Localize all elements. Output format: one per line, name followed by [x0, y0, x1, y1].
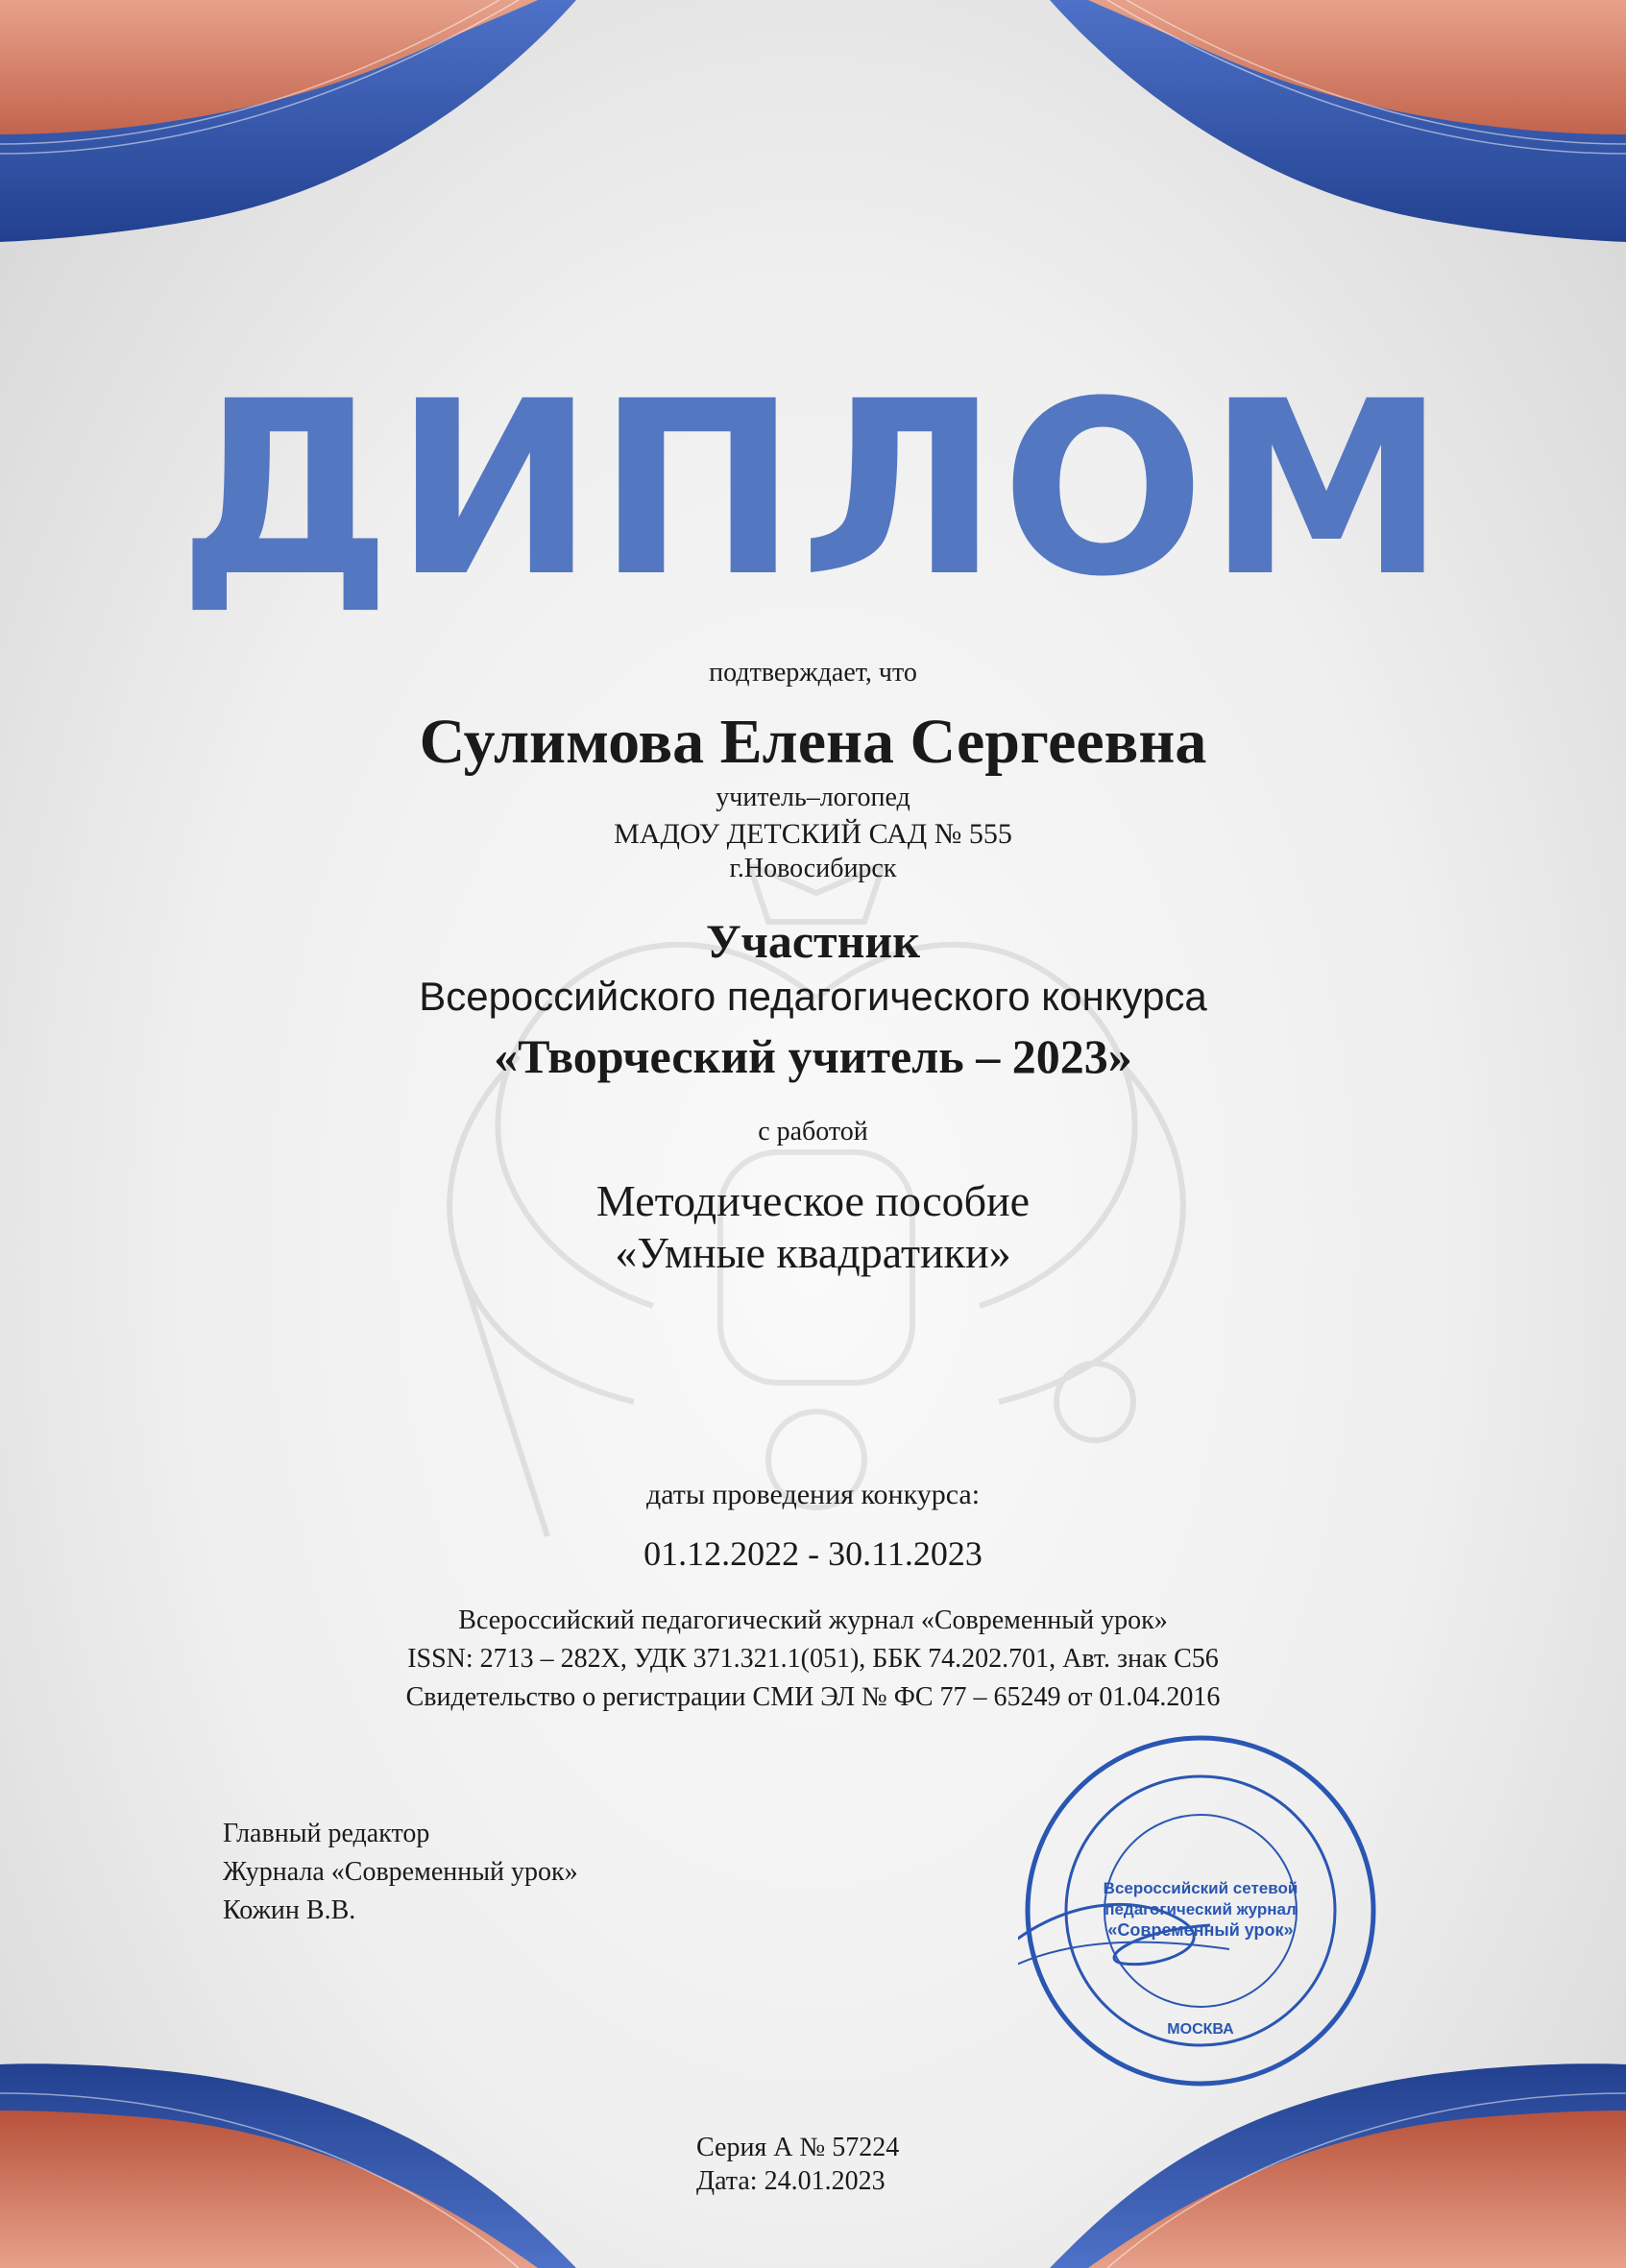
- journal-name: Всероссийский педагогический журнал «Современный урок»: [458, 1605, 1168, 1635]
- stamp-line1: Всероссийский сетевой: [1103, 1879, 1298, 1897]
- issue-date: Дата: 24.01.2023: [696, 2166, 886, 2196]
- dates-label: даты проведения конкурса:: [645, 1479, 981, 1510]
- top-ribbon-decoration: [0, 0, 1626, 288]
- stamp-city: МОСКВА: [1167, 2021, 1234, 2038]
- with-work-text: с работой: [758, 1117, 868, 1146]
- recipient-position: учитель–логопед: [716, 783, 910, 812]
- contest-name: «Творческий учитель – 2023»: [494, 1029, 1132, 1083]
- diploma-title: ДИПЛОМ: [178, 350, 1448, 629]
- confirms-text: подтверждает, что: [709, 658, 917, 688]
- contest-dates: 01.12.2022 - 30.11.2023: [643, 1534, 983, 1573]
- participation-status: Участник: [705, 914, 921, 968]
- editor-journal: Журнала «Современный урок»: [223, 1857, 578, 1887]
- recipient-city: г.Новосибирск: [729, 854, 897, 883]
- editor-name: Кожин В.В.: [223, 1895, 356, 1925]
- contest-type: Всероссийского педагогического конкурса: [419, 974, 1207, 1019]
- work-type: Методическое пособие: [595, 1176, 1031, 1225]
- serial-number: Серия А № 57224: [696, 2133, 900, 2162]
- recipient-name: Сулимова Елена Сергеевна: [419, 707, 1207, 777]
- editor-title: Главный редактор: [223, 1819, 430, 1848]
- work-title: «Умные квадратики»: [615, 1228, 1011, 1277]
- stamp-line2: педагогический журнал: [1104, 1900, 1297, 1918]
- journal-registration: Свидетельство о регистрации СМИ ЭЛ № ФС 77 – 65249 от 01.04.2016: [405, 1682, 1221, 1712]
- stamp-line3: «Современный урок»: [1107, 1920, 1294, 1940]
- recipient-organization: МАДОУ ДЕТСКИЙ САД № 555: [614, 818, 1012, 850]
- journal-issn: ISSN: 2713 – 282X, УДК 371.321.1(051), ББК 74.202.701, Авт. знак С56: [407, 1644, 1219, 1674]
- editor-block: [223, 1815, 578, 1930]
